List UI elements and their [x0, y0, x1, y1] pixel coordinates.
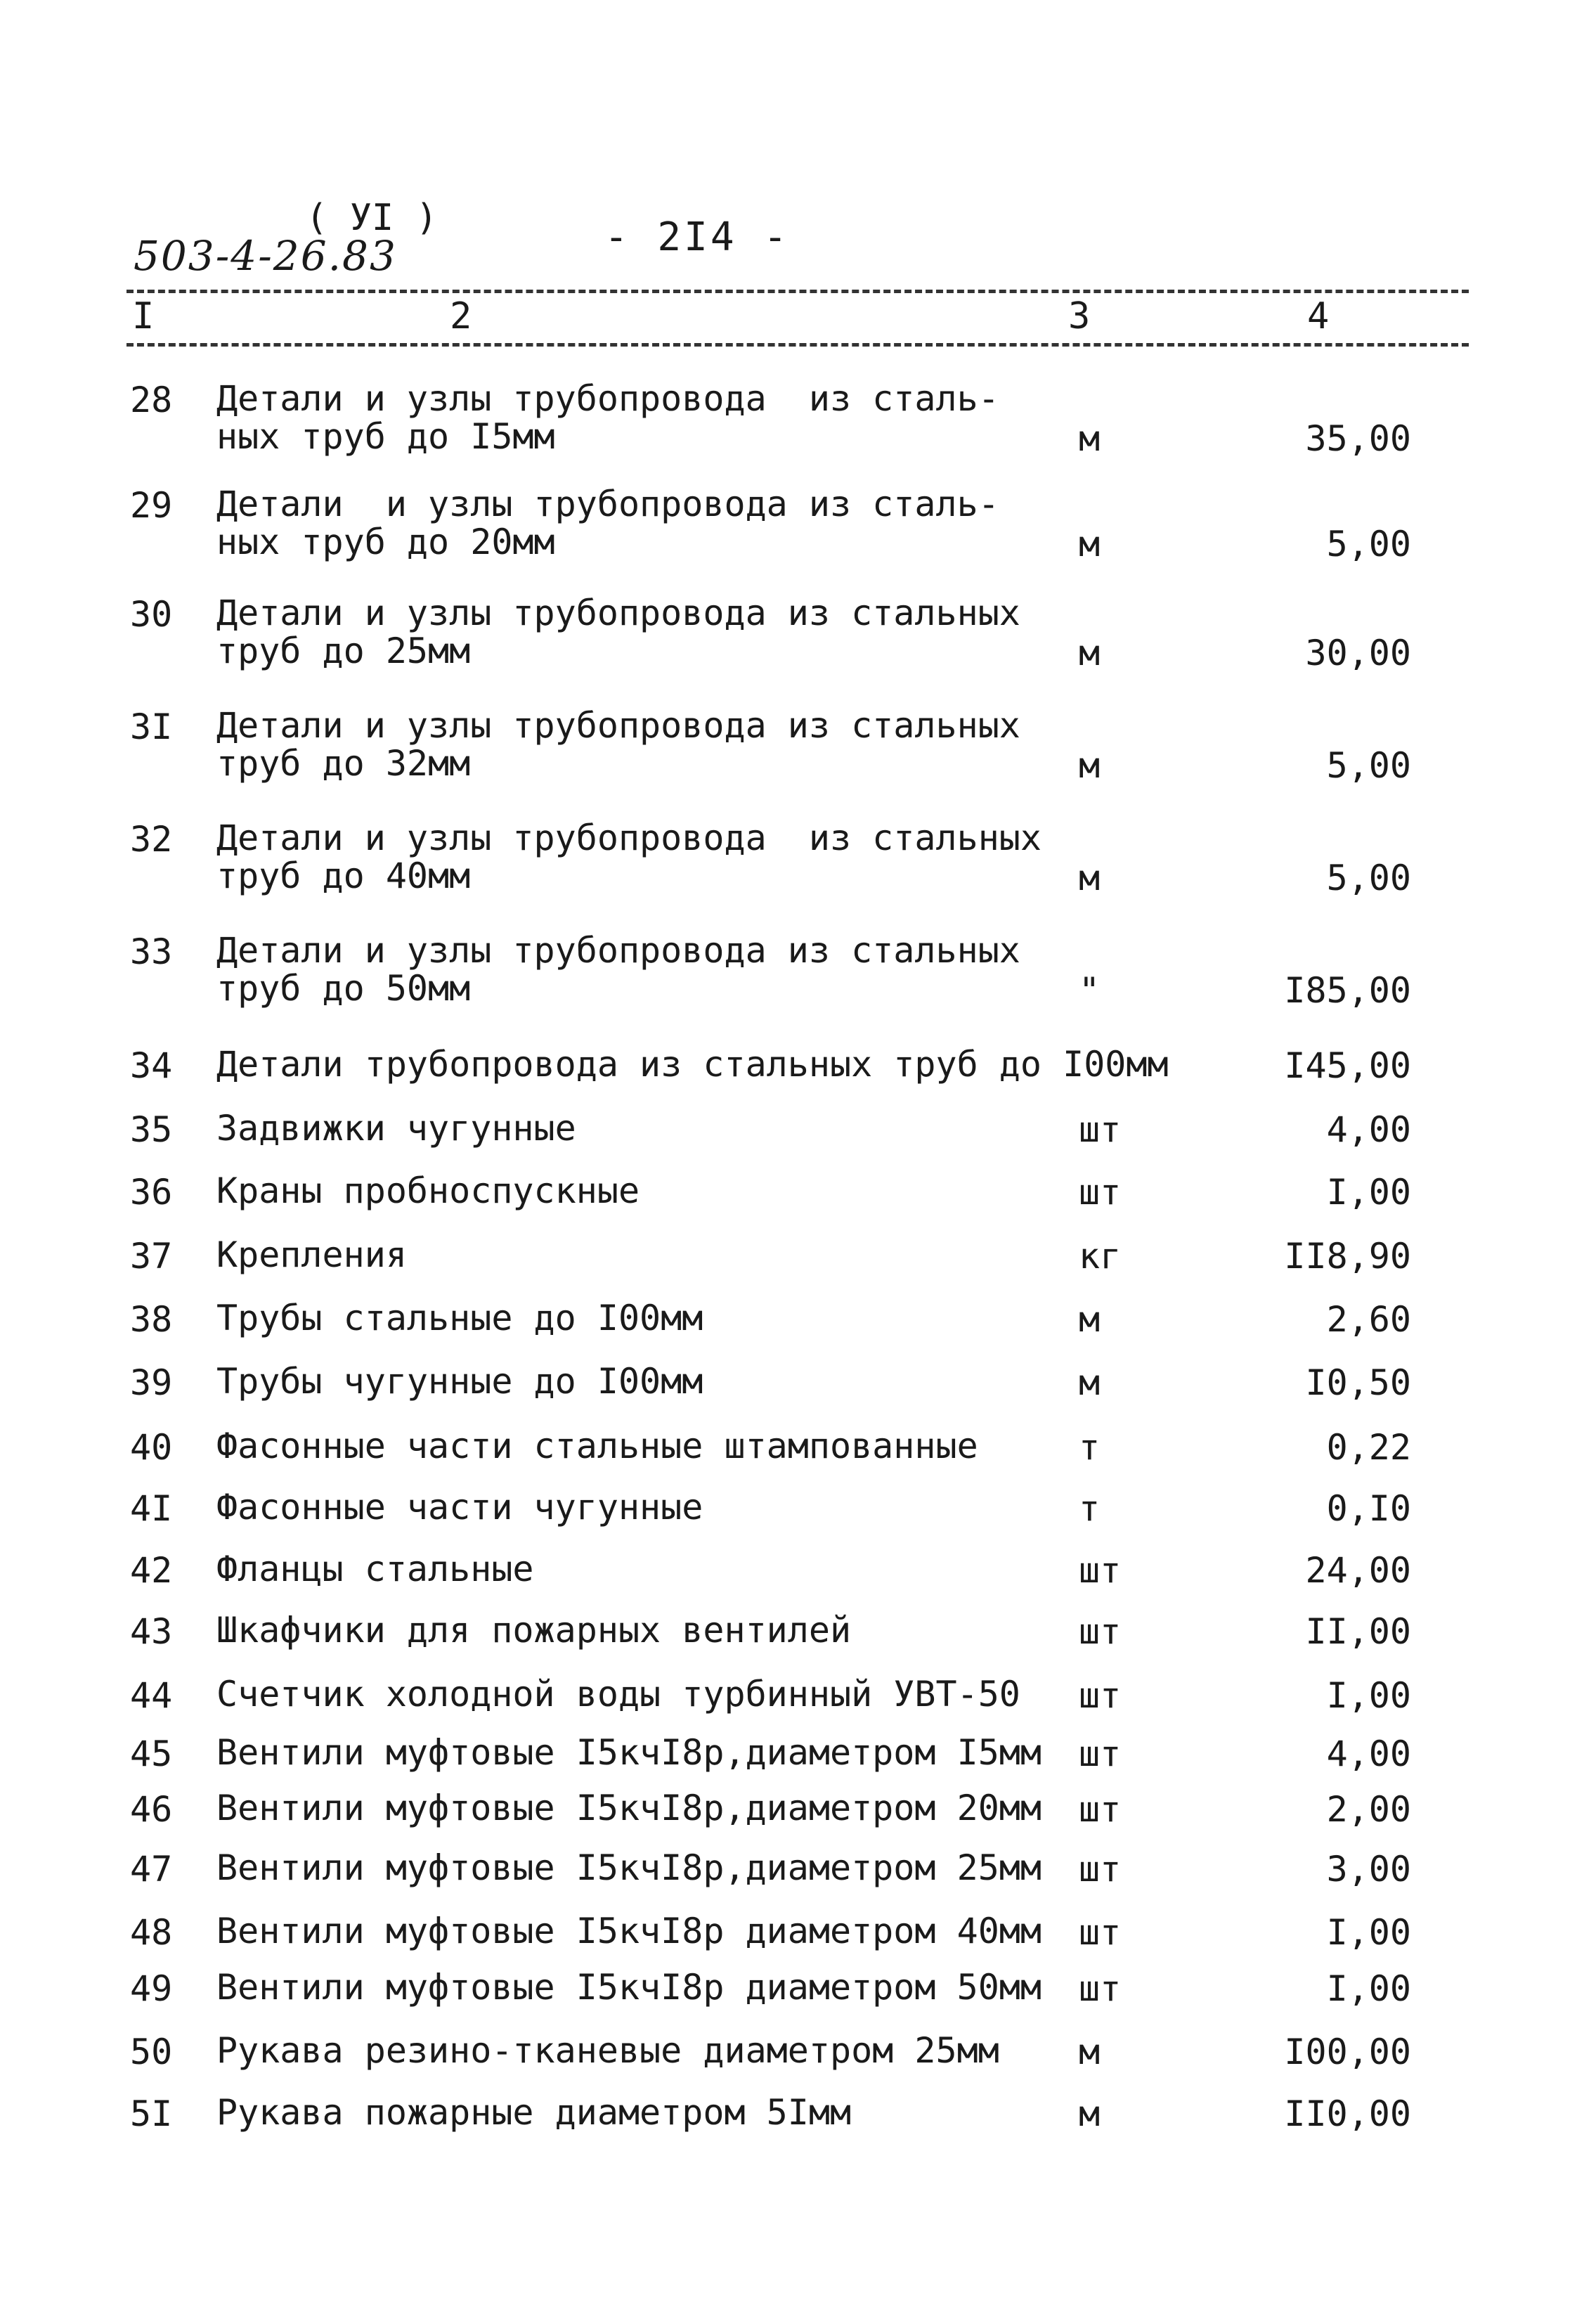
row-number: 36	[130, 1172, 173, 1213]
item-name: Счетчик холодной воды турбинный УВТ-50	[216, 1674, 1020, 1715]
item-name: Краны пробноспускные	[216, 1170, 640, 1211]
row-number: 47	[130, 1849, 173, 1890]
item-unit: м	[1079, 418, 1101, 459]
item-quantity: I,00	[1326, 1968, 1411, 2009]
item-name: Трубы чугунные до I00мм	[216, 1361, 703, 1402]
item-quantity: I85,00	[1284, 970, 1411, 1011]
row-number: 35	[130, 1109, 173, 1150]
item-name: Рукава пожарные диаметром 5Iмм	[216, 2092, 852, 2133]
item-unit: м	[1079, 2032, 1101, 2072]
item-quantity: 5,00	[1326, 858, 1411, 898]
item-quantity: II0,00	[1284, 2093, 1411, 2134]
row-number: 30	[130, 594, 173, 635]
row-number: 48	[130, 1912, 173, 1953]
item-unit: т	[1079, 1488, 1101, 1529]
item-quantity: I0,50	[1305, 1362, 1411, 1403]
item-name: Фасонные части стальные штампованные	[216, 1426, 978, 1466]
item-quantity: 3,00	[1326, 1849, 1411, 1890]
row-number: 42	[130, 1550, 173, 1591]
item-unit: м	[1079, 2093, 1101, 2134]
item-quantity: 4,00	[1326, 1734, 1411, 1774]
item-quantity: I00,00	[1284, 2032, 1411, 2072]
row-number: 28	[130, 380, 173, 420]
item-quantity: I,00	[1326, 1912, 1411, 1953]
item-quantity: 2,60	[1326, 1299, 1411, 1340]
item-name: Фланцы стальные	[216, 1549, 534, 1589]
doc-code: 503-4-26.83	[134, 232, 397, 280]
item-quantity: 2,00	[1326, 1789, 1411, 1830]
row-number: 43	[130, 1611, 173, 1652]
column-header-4: 4	[1307, 295, 1330, 337]
row-number: 49	[130, 1968, 173, 2009]
item-quantity: I,00	[1326, 1172, 1411, 1213]
item-name: Трубы стальные до I00мм	[216, 1298, 703, 1338]
item-quantity: 0,I0	[1326, 1488, 1411, 1529]
item-unit: шт	[1079, 1675, 1122, 1716]
item-name: Вентили муфтовые I5кчI8р,диаметром 25мм	[216, 1847, 1041, 1888]
row-number: 38	[130, 1299, 173, 1340]
item-unit: шт	[1079, 1968, 1122, 2009]
item-name: Крепления	[216, 1234, 407, 1275]
item-quantity: 35,00	[1305, 418, 1411, 459]
item-name: Фасонные части чугунные	[216, 1487, 703, 1528]
item-quantity: 24,00	[1305, 1550, 1411, 1591]
row-number: 45	[130, 1734, 173, 1774]
row-number: 37	[130, 1236, 173, 1277]
item-unit: шт	[1079, 1734, 1122, 1774]
item-unit: шт	[1079, 1611, 1122, 1652]
item-name: Вентили муфтовые I5кчI8р,диаметром 20мм	[216, 1788, 1041, 1828]
item-quantity: 4,00	[1326, 1109, 1411, 1150]
item-unit: кг	[1079, 1236, 1122, 1277]
item-quantity: 0,22	[1326, 1427, 1411, 1468]
item-name: Детали трубопровода из стальных труб до I00мм	[216, 1044, 1169, 1085]
item-name: Детали и узлы трубопровода из стальных труб до 50мм	[216, 930, 1020, 1009]
item-name: Шкафчики для пожарных вентилей	[216, 1610, 852, 1651]
item-name: Вентили муфтовые I5кчI8р,диаметром I5мм	[216, 1732, 1041, 1773]
item-quantity: II8,90	[1284, 1236, 1411, 1277]
item-unit: шт	[1079, 1172, 1122, 1213]
column-header-2: 2	[450, 295, 472, 337]
item-quantity: 30,00	[1305, 633, 1411, 673]
item-unit: шт	[1079, 1912, 1122, 1953]
item-unit: шт	[1079, 1109, 1122, 1150]
top-divider	[126, 290, 1469, 293]
item-unit: м	[1079, 745, 1101, 786]
item-quantity: I45,00	[1284, 1045, 1411, 1086]
item-name: Вентили муфтовые I5кчI8р диаметром 40мм	[216, 1911, 1041, 1951]
item-name: Детали и узлы трубопровода из стальных труб до 32мм	[216, 705, 1020, 784]
item-unit: м	[1079, 1362, 1101, 1403]
row-number: 40	[130, 1427, 173, 1468]
column-header-1: I	[132, 295, 155, 337]
item-name: Детали и узлы трубопровода из стальных труб до 25мм	[216, 593, 1020, 671]
row-number: 3I	[130, 706, 173, 747]
row-number: 44	[130, 1675, 173, 1716]
row-number: 39	[130, 1362, 173, 1403]
item-name: Детали и узлы трубопровода из сталь- ных труб до I5мм	[216, 378, 999, 457]
doc-code-superscript: ( УI )	[306, 197, 438, 239]
column-header-3: 3	[1068, 295, 1091, 337]
item-unit: м	[1079, 524, 1101, 564]
row-number: 5I	[130, 2093, 173, 2134]
item-quantity: II,00	[1305, 1611, 1411, 1652]
row-number: 34	[130, 1045, 173, 1086]
item-unit: м	[1079, 633, 1101, 673]
item-name: Детали и узлы трубопровода из сталь- ных труб до 20мм	[216, 484, 999, 562]
item-unit: шт	[1079, 1849, 1122, 1890]
item-quantity: 5,00	[1326, 524, 1411, 564]
item-unit: шт	[1079, 1550, 1122, 1591]
item-unit: м	[1079, 858, 1101, 898]
row-number: 29	[130, 485, 173, 526]
row-number: 50	[130, 2032, 173, 2072]
page-number: - 2I4 -	[604, 214, 791, 260]
item-name: Детали и узлы трубопровода из стальных труб до 40мм	[216, 818, 1041, 896]
item-unit: "	[1079, 970, 1101, 1011]
row-number: 4I	[130, 1488, 173, 1529]
item-quantity: I,00	[1326, 1675, 1411, 1716]
row-number: 33	[130, 931, 173, 972]
item-name: Рукава резино-тканевые диаметром 25мм	[216, 2030, 999, 2071]
row-number: 46	[130, 1789, 173, 1830]
item-name: Вентили муфтовые I5кчI8р диаметром 50мм	[216, 1967, 1041, 2008]
item-unit: м	[1079, 1299, 1101, 1340]
item-unit: т	[1079, 1427, 1101, 1468]
item-unit: шт	[1079, 1789, 1122, 1830]
row-number: 32	[130, 819, 173, 860]
header-divider	[126, 343, 1469, 347]
item-name: Задвижки чугунные	[216, 1108, 576, 1149]
item-quantity: 5,00	[1326, 745, 1411, 786]
